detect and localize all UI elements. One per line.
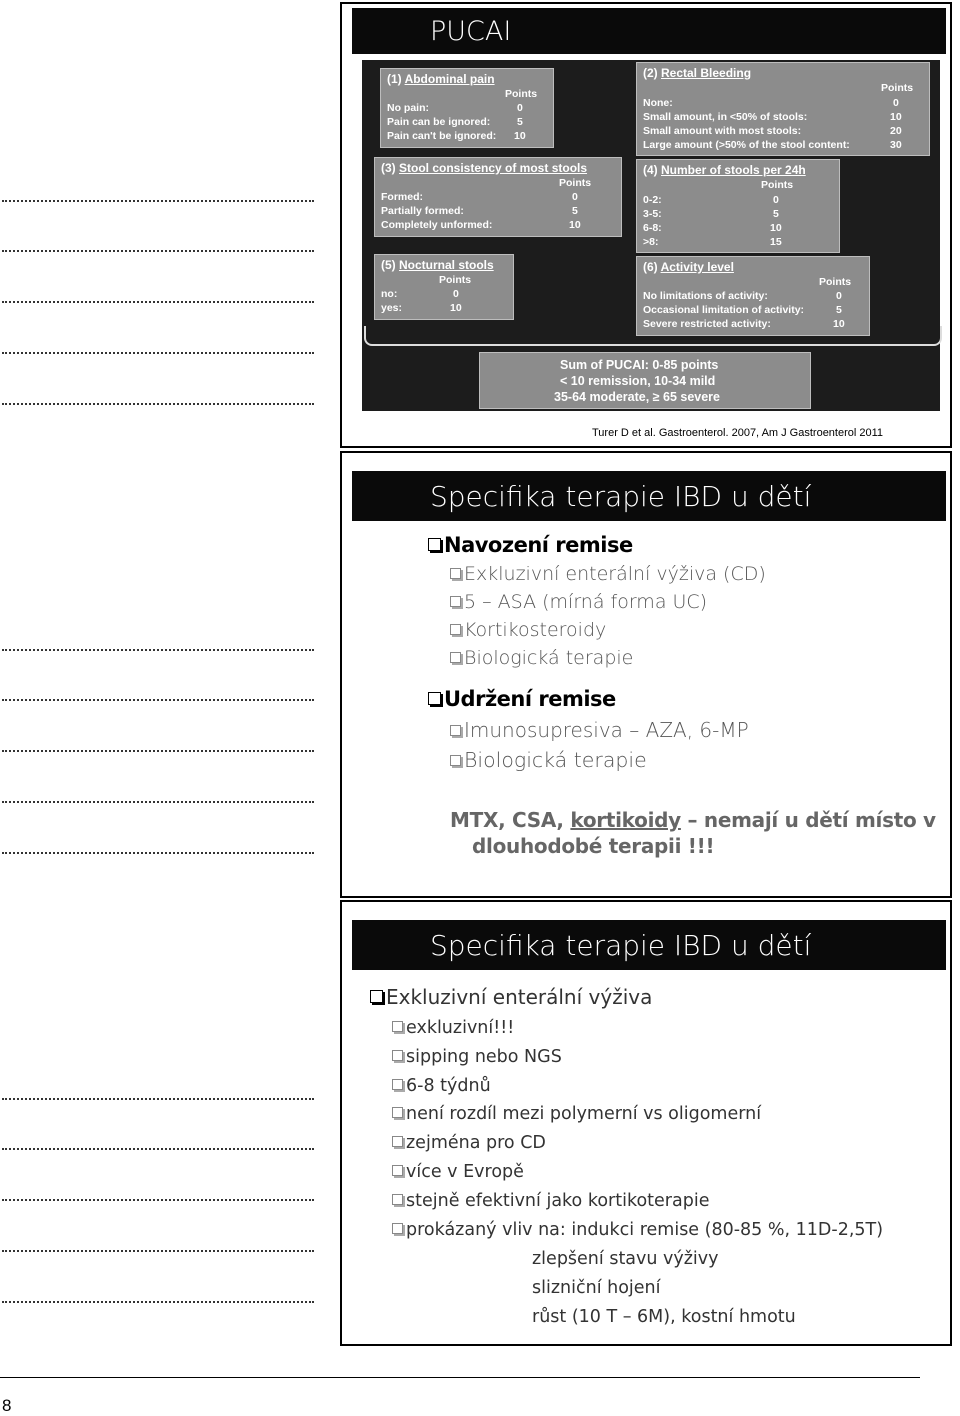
note-line [2,1096,314,1100]
citation: Turer D et al. Gastroenterol. 2007, Am J Gastroenterol 2011 [592,427,884,439]
note-line [2,1299,314,1303]
bullet-item: Kortikosteroidy [450,619,606,641]
checkbox-bullet-icon [392,1050,403,1061]
bullet-heading: Exkluzivní enterální výživa [370,985,652,1009]
continuation-line: zlepšení stavu výživy [532,1249,719,1269]
abdominal-pain-box: (1) Abdominal pain Points No pain: 0 Pain can be ignored: 5 Pain can't be ignored: 10 [380,68,554,148]
checkbox-bullet-icon [450,596,461,607]
pucai-score-table [362,60,940,411]
note-line [2,850,314,854]
slide-pucai [340,2,952,448]
checkbox-bullet-icon [392,1136,403,1147]
note-line [2,1248,314,1252]
mtx-note-line2: dlouhodobé terapii !!! [472,834,715,858]
bullet-item: Exkluzivní enterální výživa (CD) [450,563,766,585]
slide-specifika-1 [340,451,952,898]
note-line [2,697,314,701]
continuation-line: růst (10 T – 6M), kostní hmotu [532,1307,796,1327]
footer-rule [0,1377,920,1378]
nocturnal-stools-box: (5) Nocturnal stools Points no: 0 yes: 10 [374,254,514,320]
checkbox-bullet-icon [392,1021,403,1032]
bullet-item: Biologická terapie [450,647,633,669]
rectal-bleeding-box: (2) Rectal Bleeding Points None: 0 Small amount, in <50% of stools: 10 Small amount with most stools: 20 Large amount (>50% of the stool content: 30 [636,62,930,156]
checkbox-bullet-icon [450,624,461,635]
checkbox-bullet-icon [450,755,461,766]
checkbox-bullet-icon [370,990,383,1003]
note-line [2,1197,314,1201]
slide-title: Specifika terapie IBD u dětí [352,920,946,970]
bullet-item: stejně efektivní jako kortikoterapie [392,1191,709,1211]
checkbox-bullet-icon [392,1079,403,1090]
checkbox-bullet-icon [392,1107,403,1118]
note-line [2,647,314,651]
bullet-heading: Navození remise [428,533,633,557]
bullet-item: 5 – ASA (mírná forma UC) [450,591,707,613]
checkbox-bullet-icon [428,538,441,551]
bullet-item: není rozdíl mezi polymerní vs oligomerní [392,1104,761,1124]
activity-level-box: (6) Activity level Points No limitations of activity: 0 Occasional limitation of activity: 5 Severe restricted activity: 10 [636,256,870,336]
bullet-item: více v Evropě [392,1162,524,1182]
bullet-item: 6-8 týdnů [392,1076,491,1096]
bullet-item: Biologická terapie [450,748,647,772]
checkbox-bullet-icon [392,1223,403,1234]
page-number: 8 [2,1396,12,1415]
checkbox-bullet-icon [450,652,461,663]
bullet-item: Imunosupresiva – AZA, 6-MP [450,718,749,742]
checkbox-bullet-icon [392,1165,403,1176]
bullet-item: zejména pro CD [392,1133,546,1153]
sum-brace [364,326,942,346]
note-line [2,299,314,303]
bullet-item: exkluzivní!!! [392,1018,514,1038]
note-line [2,799,314,803]
note-line [2,1146,314,1150]
checkbox-bullet-icon [450,568,461,579]
note-line [2,350,314,354]
note-line [2,198,314,202]
mtx-note: MTX, CSA, kortikoidy – nemají u dětí místo v [450,808,936,832]
slide-specifika-2 [340,900,952,1346]
checkbox-bullet-icon [450,725,461,736]
note-line [2,748,314,752]
continuation-line: slizniční hojení [532,1278,661,1298]
slide-title: Specifika terapie IBD u dětí [352,471,946,521]
bullet-heading: Udržení remise [428,687,616,711]
checkbox-bullet-icon [428,692,441,705]
pucai-sum-box: Sum of PUCAI: 0-85 points < 10 remission, 10-34 mild 35-64 moderate, ≥ 65 severe [479,352,811,409]
stool-consistency-box: (3) Stool consistency of most stools Points Formed: 0 Partially formed: 5 Completely unformed: 10 [374,157,622,237]
bullet-item: prokázaný vliv na: indukci remise (80-85 %, 11D-2,5T) [392,1220,883,1240]
slide-title: PUCAI [352,8,946,54]
note-line [2,401,314,405]
bullet-item: sipping nebo NGS [392,1047,562,1067]
checkbox-bullet-icon [392,1194,403,1205]
number-of-stools-box: (4) Number of stools per 24h Points 0-2: 0 3-5: 5 6-8: 10 >8: 15 [636,159,840,253]
note-line [2,248,314,252]
